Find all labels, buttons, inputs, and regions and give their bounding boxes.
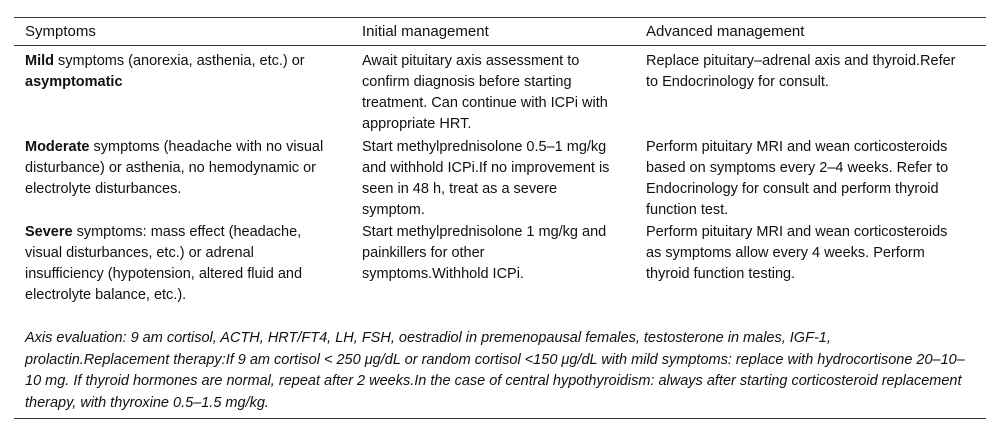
bottom-rule [14,418,986,419]
row-severe-initial: Start methylprednisolone 1 mg/kg and painkillers for other symptoms.Withhold ICPi. [362,224,607,282]
table-footnote: Axis evaluation: 9 am cortisol, ACTH, HRT/FT4, LH, FSH, oestradiol in premenopausal females, testosterone in males, IGF-1, prolactin.Replacement therapy:If 9 am cortisol < 250 μg/dL or random cortisol <150 μg/dL with mild symptoms: replace with hydrocortisone 20–10–10 mg. If thyroid hormones are normal, repeat after 2 weeks.In the case of central hypothyroidism: always after starting corticosteroid replacement therapy, with thyroxine 0.5–1.5 mg/kg. [25,330,965,411]
row-mild-symptoms [25,51,325,93]
symptoms-text: symptoms (headache with no visual disturbance) or asthenia, no hemodynamic or electrolyte disturbances. [25,139,324,197]
header-advanced-management: Advanced management [646,23,805,40]
severity-label-asymptomatic: asymptomatic [25,74,123,90]
row-moderate-initial: Start methylprednisolone 0.5–1 mg/kg and withhold ICPi.If no improvement is seen in 48 h, treat as a severe symptom. [362,139,610,218]
top-rule [14,17,986,18]
row-mild-initial: Await pituitary axis assessment to confirm diagnosis before starting treatment. Can continue with ICPi with appropriate HRT. [362,53,608,132]
row-moderate-advanced: Perform pituitary MRI and wean corticosteroids based on symptoms every 2–4 weeks. Refer to Endocrinology for consult and perform thyroid function test. [646,139,949,218]
header-symptoms: Symptoms [25,23,96,40]
severity-label-severe: Severe [25,224,73,240]
severity-label-mild: Mild [25,53,54,69]
header-initial-management: Initial management [362,23,489,40]
row-severe-symptoms [25,222,325,306]
row-moderate-symptoms [25,137,325,200]
row-severe-advanced: Perform pituitary MRI and wean corticosteroids as symptoms allow every 4 weeks. Perform thyroid function testing. [646,224,948,282]
row-mild-advanced: Replace pituitary–adrenal axis and thyroid.Refer to Endocrinology for consult. [646,53,956,90]
symptoms-text: symptoms (anorexia, asthenia, etc.) or [54,53,305,69]
symptoms-text: symptoms: mass effect (headache, visual disturbances, etc.) or adrenal insufficiency (hypotension, altered fluid and electrolyte balance, etc.). [25,224,303,303]
header-rule [14,45,986,46]
severity-label-moderate: Moderate [25,139,90,155]
